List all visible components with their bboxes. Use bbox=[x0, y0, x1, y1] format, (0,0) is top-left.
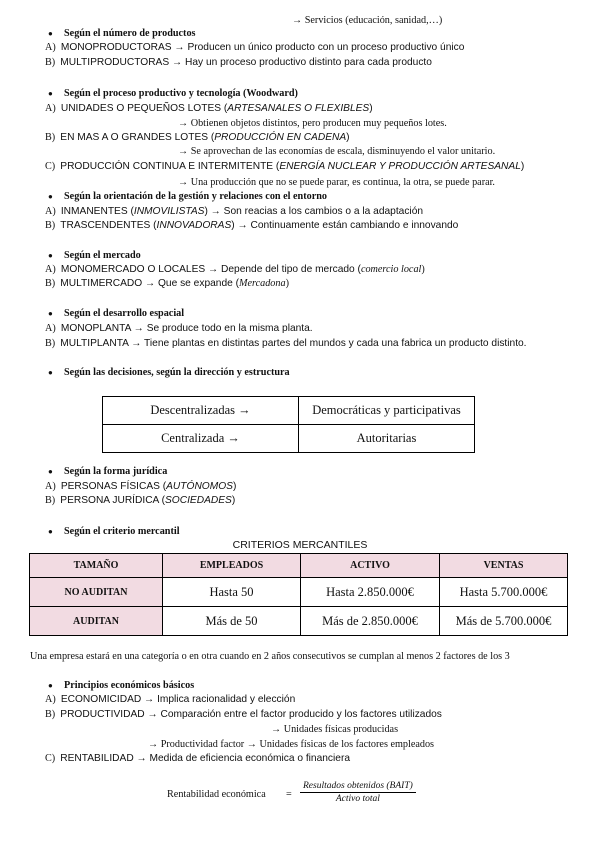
desc-unidades-producidas: → Unidades físicas producidas bbox=[271, 724, 399, 735]
heading-numero-productos: Según el número de productos bbox=[64, 28, 196, 39]
formula-denominator: Activo total bbox=[335, 794, 380, 804]
desc-productividad-factor: → Productividad factor → Unidades físicas de los factores empleados bbox=[148, 739, 435, 750]
item-trascendentes: B) TRASCENDENTES (INNOVADORAS) → Continuamente están cambiando e innovando bbox=[45, 220, 459, 231]
header-empleados: EMPLEADOS bbox=[163, 554, 301, 578]
cell-centralizada: Centralizada → bbox=[103, 425, 299, 453]
heading-principios: Principios económicos básicos bbox=[64, 680, 195, 691]
item-monomercado: A) MONOMERCADO O LOCALES → Depende del tipo de mercado (comercio local) bbox=[45, 264, 425, 275]
cell-descentralizadas: Descentralizadas → bbox=[103, 397, 299, 425]
bullet: ● bbox=[48, 681, 53, 690]
item-multiplanta: B) MULTIPLANTA → Tiene plantas en distintas partes del mundos y cada una fabrica un producto distinto. bbox=[45, 338, 527, 349]
table-cell: Hasta 5.700.000€ bbox=[440, 578, 568, 607]
item-economicidad: A) ECONOMICIDAD → Implica racionalidad y elección bbox=[45, 694, 296, 705]
formula-numerator: Resultados obtenidos (BAIT) bbox=[300, 781, 416, 793]
desc-produccion-continua: → Una producción que no se puede parar, es continua, la otra, se puede parar. bbox=[178, 177, 495, 188]
criteria-note: Una empresa estará en una categoría o en otra cuando en 2 años consecutivos se cumplan al menos 2 factores de los 3 bbox=[30, 651, 510, 662]
table-cell: Más de 5.700.000€ bbox=[440, 607, 568, 636]
table-caption: CRITERIOS MERCANTILES bbox=[232, 539, 368, 551]
table-cell: Más de 50 bbox=[163, 607, 301, 636]
desc-grandes-lotes: → Se aprovechan de las economías de escala, disminuyendo el valor unitario. bbox=[178, 146, 496, 157]
bullet: ● bbox=[48, 527, 53, 536]
heading-forma-juridica: Según la forma jurídica bbox=[64, 466, 168, 477]
item-monoplanta: A) MONOPLANTA → Se produce todo en la misma planta. bbox=[45, 323, 313, 334]
decisions-table bbox=[102, 396, 475, 453]
bullet: ● bbox=[48, 467, 53, 476]
heading-mercado: Según el mercado bbox=[64, 250, 141, 261]
header-activo: ACTIVO bbox=[301, 554, 440, 578]
heading-orientacion-gestion: Según la orientación de la gestión y relaciones con el entorno bbox=[64, 191, 327, 202]
bullet: ● bbox=[48, 251, 53, 260]
item-produccion-continua: C) PRODUCCIÓN CONTINUA E INTERMITENTE (ENERGÍA NUCLEAR Y PRODUCCIÓN ARTESANAL) bbox=[45, 161, 525, 172]
table-cell: Más de 2.850.000€ bbox=[301, 607, 440, 636]
formula-label: Rentabilidad económica bbox=[167, 789, 266, 800]
top-line: → Servicios (educación, sanidad,…) bbox=[292, 15, 443, 26]
item-personas-fisicas: A) PERSONAS FÍSICAS (AUTÓNOMOS) bbox=[45, 481, 237, 492]
item-persona-juridica: B) PERSONA JURÍDICA (SOCIEDADES) bbox=[45, 495, 236, 506]
item-productividad: B) PRODUCTIVIDAD → Comparación entre el factor producido y los factores utilizados bbox=[45, 709, 442, 720]
formula-fraction bbox=[300, 781, 416, 804]
row-label-no-auditan: NO AUDITAN bbox=[30, 578, 163, 607]
item-rentabilidad: C) RENTABILIDAD → Medida de eficiencia económica o financiera bbox=[45, 753, 351, 764]
cell-autoritarias: Autoritarias bbox=[299, 425, 475, 453]
bullet: ● bbox=[48, 309, 53, 318]
bullet: ● bbox=[48, 29, 53, 38]
table-cell: Hasta 50 bbox=[163, 578, 301, 607]
item-multimercado: B) MULTIMERCADO → Que se expande (Mercadona) bbox=[45, 278, 289, 289]
desc-unidades-lotes: → Obtienen objetos distintos, pero producen muy pequeños lotes. bbox=[178, 118, 447, 129]
heading-proceso-productivo: Según el proceso productivo y tecnología (Woodward) bbox=[64, 88, 298, 99]
item-unidades-lotes: A) UNIDADES O PEQUEÑOS LOTES (ARTESANALES O FLEXIBLES) bbox=[45, 103, 373, 114]
header-tamano: TAMAÑO bbox=[30, 554, 163, 578]
heading-desarrollo-espacial: Según el desarrollo espacial bbox=[64, 308, 185, 319]
item-grandes-lotes: B) EN MAS A O GRANDES LOTES (PRODUCCIÓN EN CADENA) bbox=[45, 132, 350, 143]
table-cell: Hasta 2.850.000€ bbox=[301, 578, 440, 607]
bullet: ● bbox=[48, 368, 53, 377]
item-inmanentes: A) INMANENTES (INMOVILISTAS) → Son reacias a los cambios o a la adaptación bbox=[45, 206, 424, 217]
bullet: ● bbox=[48, 192, 53, 201]
item-monoproductoras: A) MONOPRODUCTORAS → Producen un único producto con un proceso productivo único bbox=[45, 42, 465, 53]
row-label-auditan: AUDITAN bbox=[30, 607, 163, 636]
heading-criterio-mercantil: Según el criterio mercantil bbox=[64, 526, 180, 537]
item-multiproductoras: B) MULTIPRODUCTORAS → Hay un proceso productivo distinto para cada producto bbox=[45, 57, 432, 68]
bullet: ● bbox=[48, 89, 53, 98]
header-ventas: VENTAS bbox=[440, 554, 568, 578]
criteria-table bbox=[29, 553, 568, 636]
heading-decisiones: Según las decisiones, según la dirección y estructura bbox=[64, 367, 290, 378]
cell-democraticas: Democráticas y participativas bbox=[299, 397, 475, 425]
formula-equals: = bbox=[286, 789, 292, 800]
